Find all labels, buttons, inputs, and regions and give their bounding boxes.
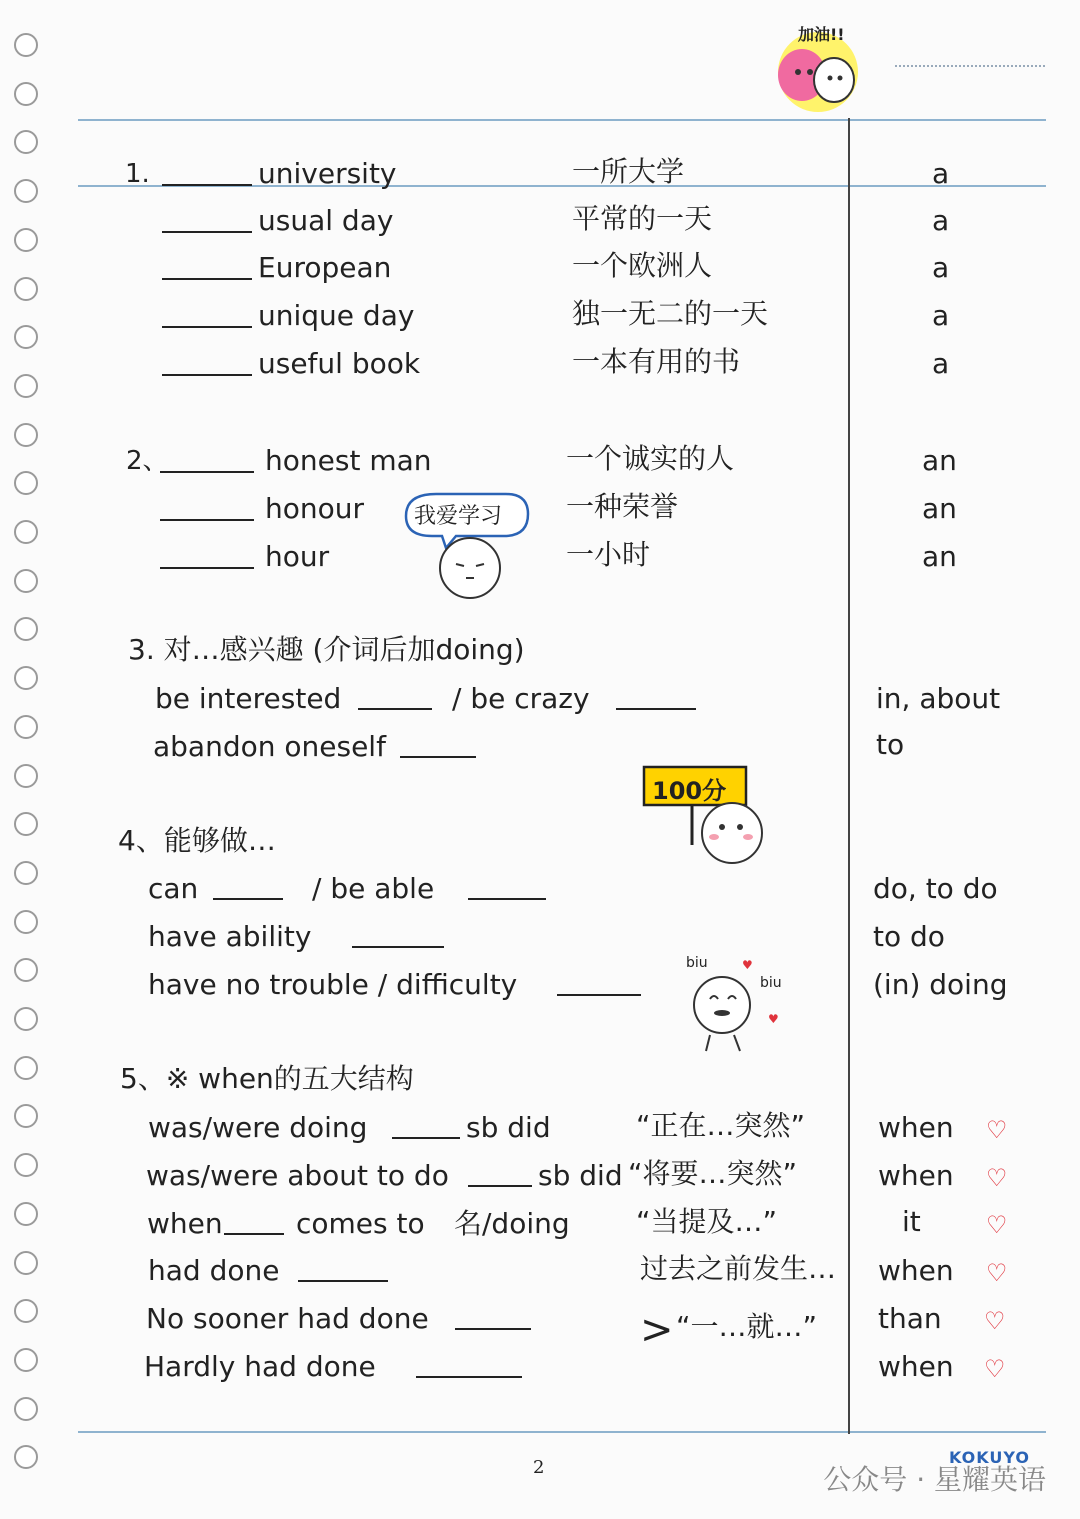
s1-phrase: usual day <box>258 204 394 237</box>
s1-blank <box>162 184 252 186</box>
binder-hole <box>14 1397 38 1421</box>
s5-row6-blank <box>416 1376 522 1378</box>
binder-hole <box>14 520 38 544</box>
s5-row3-b: comes to <box>296 1207 425 1240</box>
s2-blank <box>160 519 254 521</box>
s1-phrase: university <box>258 157 397 190</box>
s2-blank <box>160 567 254 569</box>
binder-hole <box>14 1348 38 1372</box>
s3-answer-1: in, about <box>876 682 1001 715</box>
s1-blank <box>162 326 252 328</box>
s2-answer: an <box>922 492 957 525</box>
s1-phrase: useful book <box>258 347 421 380</box>
s4-answer-1: do, to do <box>873 872 998 905</box>
s4-blank-1 <box>213 898 283 900</box>
binder-hole <box>14 617 38 641</box>
binder-hole <box>14 569 38 593</box>
binder-hole <box>14 1251 38 1275</box>
page-number: 2 <box>533 1457 545 1478</box>
s5-answer-3: it <box>902 1205 921 1238</box>
binder-hole <box>14 1056 38 1080</box>
s4-line1a: can <box>148 872 199 905</box>
s1-answer: a <box>932 347 950 380</box>
binder-hole <box>14 861 38 885</box>
s3-blank-2 <box>616 708 696 710</box>
s1-blank <box>162 231 252 233</box>
binder-hole <box>14 1104 38 1128</box>
binder-hole <box>14 130 38 154</box>
s2-phrase: honour <box>265 492 365 525</box>
section-3-title: 3. 对…感兴趣 (介词后加doing) <box>128 633 525 666</box>
section-4-title: 4、能够做… <box>118 824 276 857</box>
s1-answer: a <box>932 251 950 284</box>
s1-meaning: 一本有用的书 <box>572 345 741 378</box>
s3-line2: abandon oneself <box>153 730 386 763</box>
s5-row2-a: was/were about to do <box>146 1159 449 1192</box>
s3-blank-3 <box>400 756 476 758</box>
s4-blank-2 <box>468 898 546 900</box>
s4-line1b: / be able <box>312 872 435 905</box>
s1-meaning: 一个欧洲人 <box>572 249 713 282</box>
s2-meaning: 一个诚实的人 <box>566 442 735 475</box>
s1-blank <box>162 374 252 376</box>
s5-bracket-meaning: “一…就…” <box>676 1310 818 1343</box>
binder-hole <box>14 1007 38 1031</box>
s1-answer: a <box>932 299 950 332</box>
section-1-number: 1. <box>125 159 150 189</box>
s2-phrase: honest man <box>265 444 432 477</box>
biu-sticker <box>684 955 794 1060</box>
s5-row3-blank <box>224 1233 284 1235</box>
s5-row2-blank <box>468 1185 532 1187</box>
binder-hole <box>14 228 38 252</box>
s1-phrase: unique day <box>258 299 415 332</box>
s5-row4-blank <box>298 1280 388 1282</box>
s4-blank-4 <box>557 994 641 996</box>
study-sticker <box>396 486 536 606</box>
s5-row1-a: was/were doing <box>148 1111 368 1144</box>
heart-icon: ♡ <box>986 1211 1008 1239</box>
s1-phrase: European <box>258 251 392 284</box>
heart-icon: ♡ <box>984 1355 1006 1383</box>
s3-line1a: be interested <box>155 682 342 715</box>
s4-answer-2: to do <box>873 920 945 953</box>
top-rule <box>78 119 1046 121</box>
s3-blank-1 <box>358 708 432 710</box>
s2-blank <box>160 471 254 473</box>
s1-answer: a <box>932 157 950 190</box>
s3-answer-2: to <box>876 728 905 761</box>
binder-hole <box>14 715 38 739</box>
binder-hole <box>14 423 38 447</box>
s5-answer-6: when <box>878 1350 954 1383</box>
binder-hole <box>14 179 38 203</box>
s5-row6-a: Hardly had done <box>144 1350 376 1383</box>
s4-answer-3: (in) doing <box>873 968 1008 1001</box>
s1-meaning: 一所大学 <box>572 155 685 188</box>
binder-hole <box>14 471 38 495</box>
brand-logo: KOKUYO <box>948 1448 1030 1467</box>
s5-row3-meaning: “当提及…” <box>636 1205 778 1238</box>
s2-meaning: 一小时 <box>566 538 651 571</box>
binder-hole <box>14 910 38 934</box>
s5-row1-blank <box>392 1137 460 1139</box>
binder-hole <box>14 33 38 57</box>
s1-blank <box>162 278 252 280</box>
heart-icon: ♡ <box>986 1116 1008 1144</box>
cheer-text: 加油!! <box>798 25 845 44</box>
binder-hole <box>14 325 38 349</box>
s5-row3-a: when <box>147 1207 223 1240</box>
binder-hole <box>14 82 38 106</box>
s5-row1-b: sb did <box>466 1111 551 1144</box>
biu-left-text: biu <box>686 955 708 971</box>
binder-hole <box>14 958 38 982</box>
binder-hole <box>14 1202 38 1226</box>
s5-row4-meaning: 过去之前发生… <box>640 1252 837 1285</box>
s2-phrase: hour <box>265 540 330 573</box>
dotted-rule <box>895 65 1045 67</box>
s5-answer-4: when <box>878 1254 954 1287</box>
heart-icon: ♡ <box>986 1164 1008 1192</box>
svg-text:♥: ♥ <box>742 958 753 972</box>
s3-line1b: / be crazy <box>452 682 590 715</box>
binder-hole <box>14 666 38 690</box>
s5-row2-meaning: “将要…突然” <box>628 1157 798 1190</box>
s5-answer-5: than <box>878 1302 942 1335</box>
score-text: 100分 <box>652 777 727 805</box>
bracket-icon: > <box>640 1307 674 1353</box>
s1-answer: a <box>932 204 950 237</box>
s5-row5-a: No sooner had done <box>146 1302 429 1335</box>
binder-hole <box>14 764 38 788</box>
s5-row3-c: 名/doing <box>454 1207 570 1240</box>
s5-answer-1: when <box>878 1111 954 1144</box>
s2-answer: an <box>922 540 957 573</box>
s4-line3: have no trouble / difficulty <box>148 968 518 1001</box>
bottom-rule <box>78 1431 1046 1433</box>
section-5-title: 5、※ when的五大结构 <box>120 1062 414 1095</box>
s5-row4-a: had done <box>148 1254 280 1287</box>
s4-blank-3 <box>352 946 444 948</box>
s2-answer: an <box>922 444 957 477</box>
study-text: 我爱学习 <box>414 504 503 529</box>
heart-icon: ♡ <box>984 1307 1006 1335</box>
s1-meaning: 独一无二的一天 <box>572 297 769 330</box>
binder-hole <box>14 1153 38 1177</box>
s2-meaning: 一种荣誉 <box>566 490 679 523</box>
s5-row1-meaning: “正在…突然” <box>636 1109 806 1142</box>
s1-meaning: 平常的一天 <box>572 202 713 235</box>
score-sticker <box>642 765 782 875</box>
binder-hole <box>14 374 38 398</box>
heart-icon: ♡ <box>986 1259 1008 1287</box>
binder-hole <box>14 1445 38 1469</box>
cheer-sticker <box>760 20 880 115</box>
s4-line2: have ability <box>148 920 312 953</box>
binder-hole <box>14 812 38 836</box>
binder-hole <box>14 277 38 301</box>
section-2-number: 2、 <box>126 446 169 476</box>
s5-answer-2: when <box>878 1159 954 1192</box>
s5-row2-b: sb did <box>538 1159 623 1192</box>
binder-hole <box>14 1299 38 1323</box>
biu-right-text: biu <box>760 975 782 991</box>
s5-row5-blank <box>455 1328 531 1330</box>
answer-column-divider <box>848 118 850 1434</box>
svg-text:♥: ♥ <box>768 1012 779 1026</box>
watermark: 公众号 · 星耀英语 <box>823 1463 1046 1496</box>
